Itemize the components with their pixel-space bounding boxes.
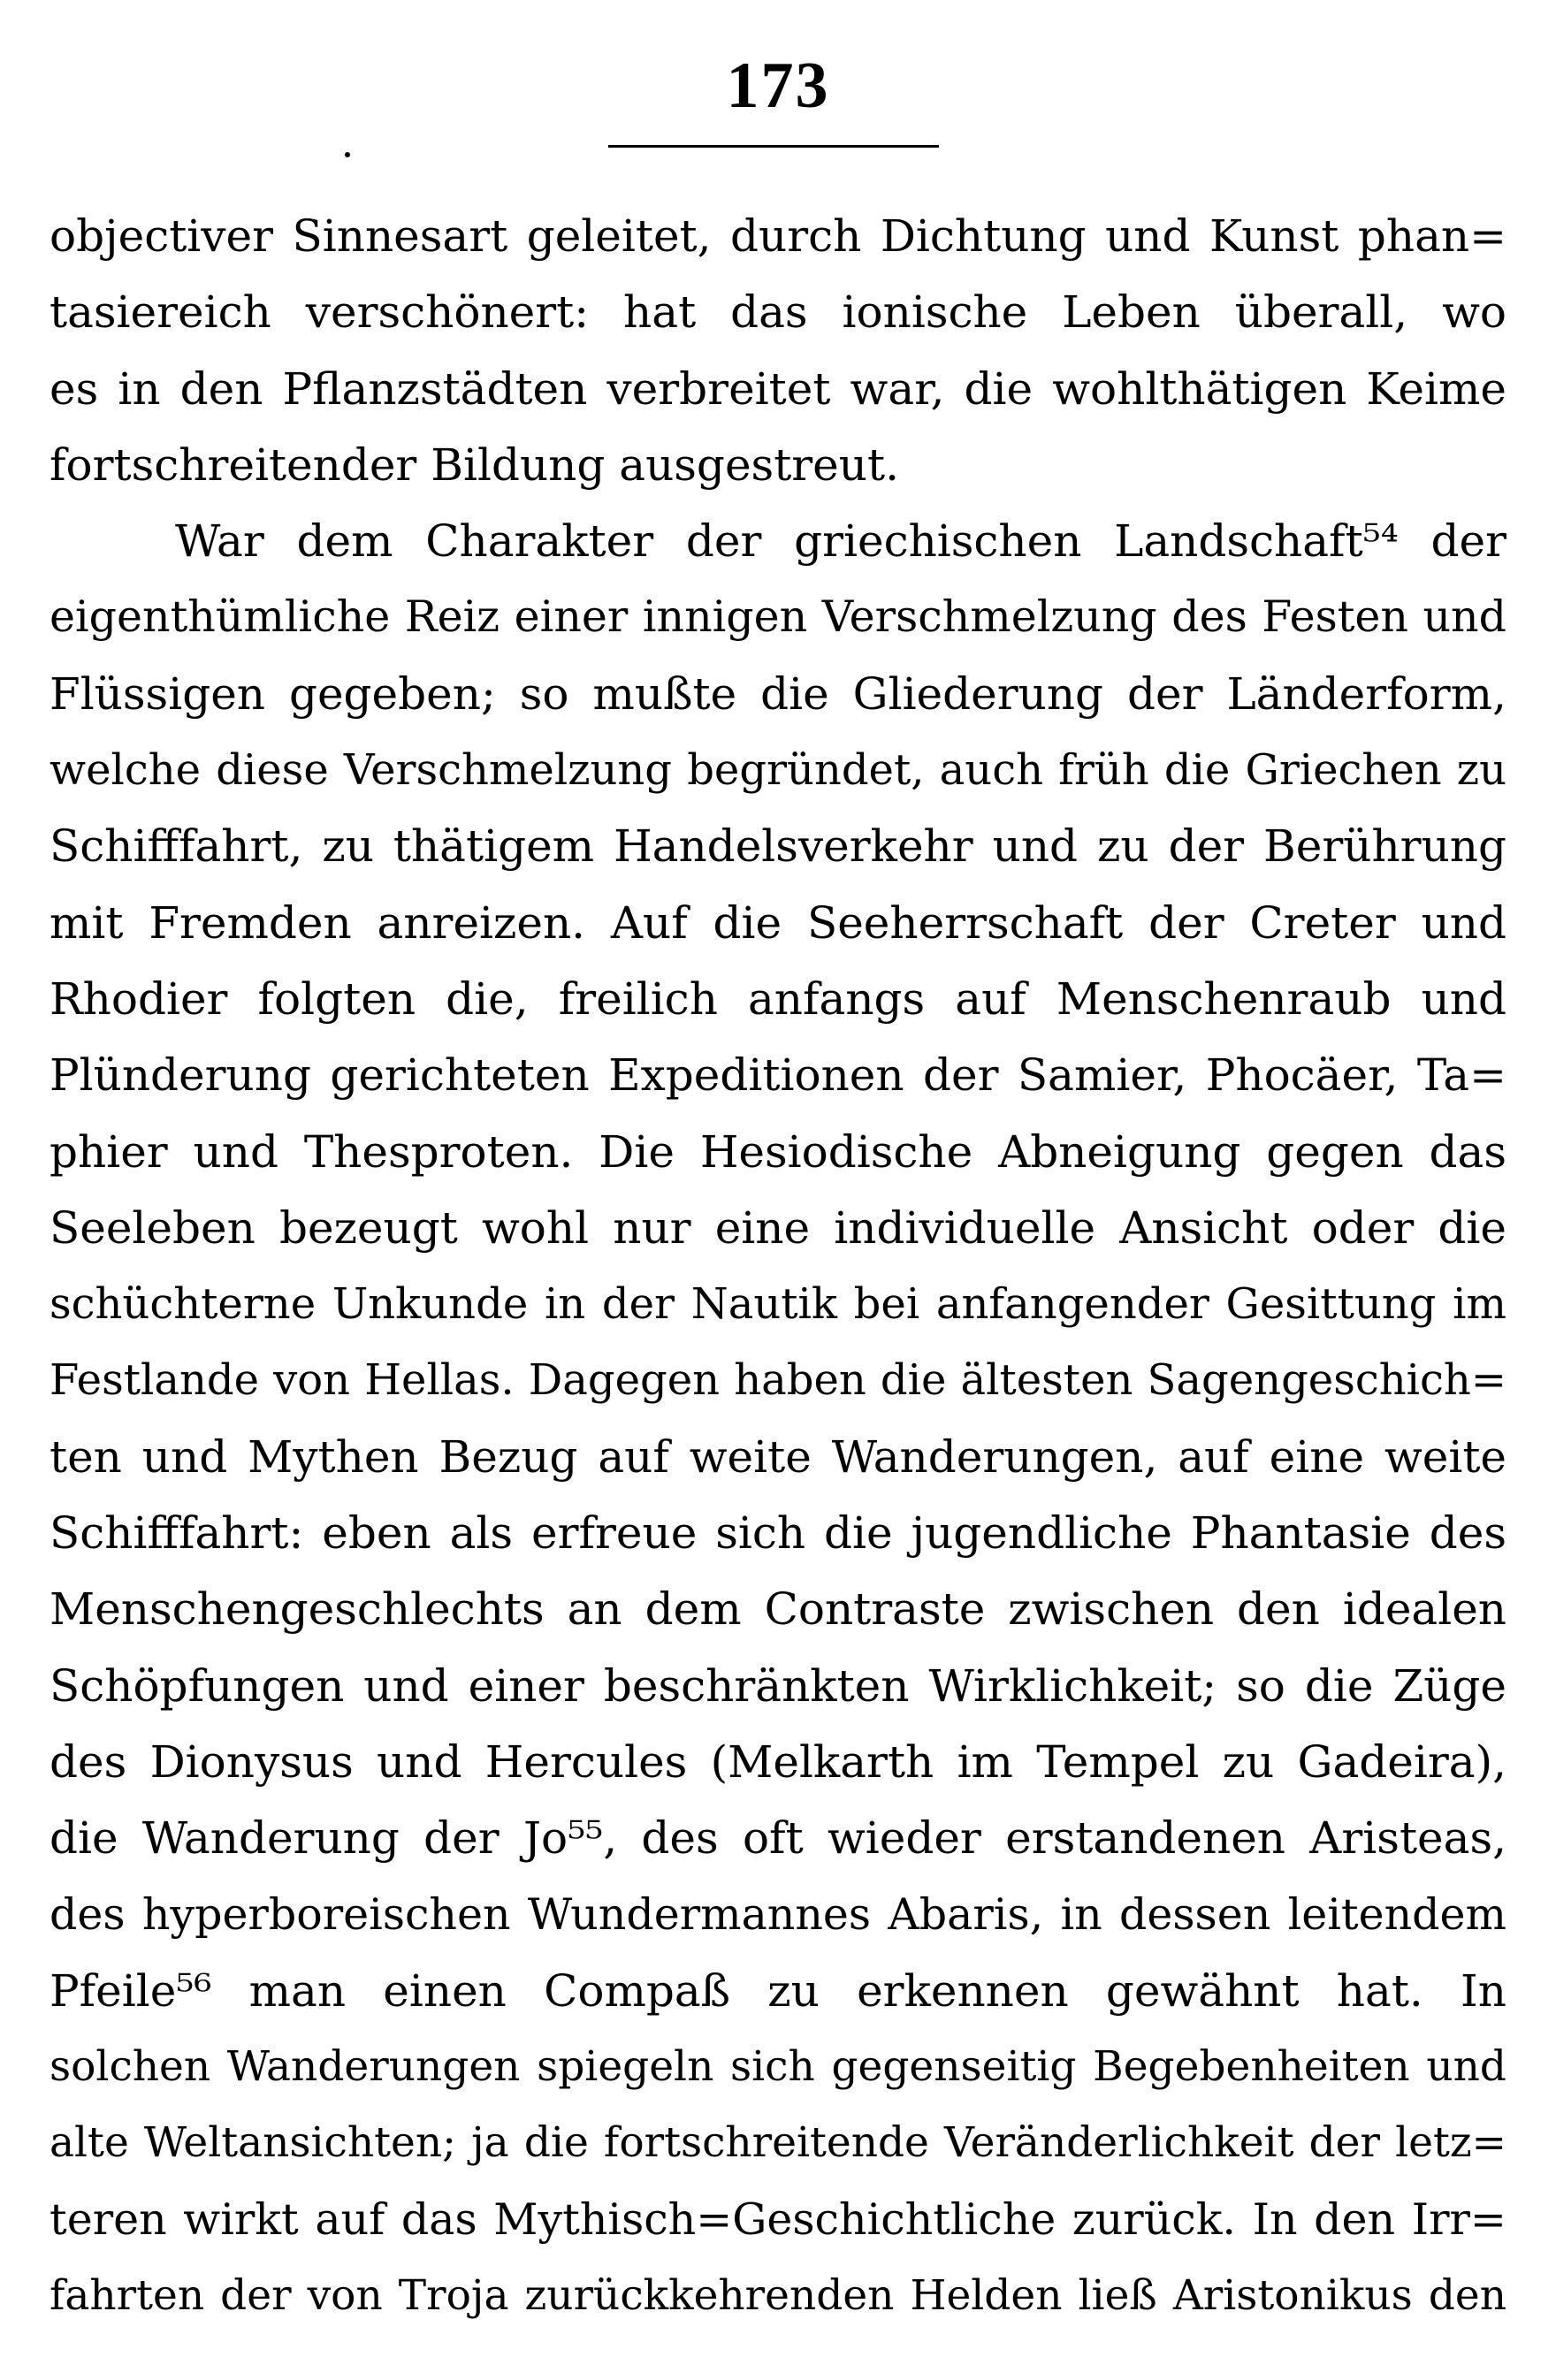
text-line: schüchterne Unkunde in der Nautik bei anfangender Gesittung im <box>50 1279 1506 1330</box>
text-line: Schöpfungen und einer beschränkten Wirklichkeit; so die Züge <box>50 1659 1506 1712</box>
header-rule <box>608 145 939 148</box>
text-line: tasiereich verschönert: hat das ionische Leben überall, wo <box>50 286 1506 339</box>
text-line: teren wirkt auf das Mythisch=Geschichtliche zurück. In den Irr= <box>50 2193 1506 2245</box>
body-text <box>50 198 1506 2334</box>
text-line: die Wanderung der Jo⁵⁵, des oft wieder erstandenen Aristeas, <box>50 1812 1506 1865</box>
page-number: 173 <box>726 50 830 122</box>
text-line: des hyperboreischen Wundermannes Abaris, in dessen leitendem <box>50 1888 1506 1940</box>
text-line: objectiver Sinnesart geleitet, durch Dichtung und Kunst phan= <box>50 210 1506 262</box>
text-line: alte Weltansichten; ja die fortschreitende Veränderlichkeit der letz= <box>50 2118 1506 2168</box>
text-line: Plünderung gerichteten Expeditionen der Samier, Phocäer, Ta= <box>50 1049 1506 1102</box>
text-line: es in den Pflanzstädten verbreitet war, die wohlthätigen Keime <box>50 362 1506 415</box>
text-line: solchen Wanderungen spiegeln sich gegenseitig Begebenheiten und <box>50 2042 1506 2092</box>
text-line: welche diese Verschmelzung begründet, auch früh die Griechen zu <box>50 745 1506 796</box>
text-line: Seeleben bezeugt wohl nur eine individuelle Ansicht oder die <box>50 1201 1506 1254</box>
text-line: Schifffahrt, zu thätigem Handelsverkehr und zu der Berührung <box>50 820 1506 873</box>
text-line: War dem Charakter der griechischen Landschaft⁵⁴ der <box>175 515 1506 568</box>
text-line: Flüssigen gegeben; so mußte die Gliederung der Länderform, <box>50 667 1506 720</box>
text-line: fahrten der von Troja zurückkehrenden Helden ließ Aristonikus den <box>50 2271 1506 2321</box>
text-line: Schifffahrt: eben als erfreue sich die jugendliche Phantasie des <box>50 1507 1506 1560</box>
text-line: Pfeile⁵⁶ man einen Compaß zu erkennen gewähnt hat. In <box>50 1964 1506 2017</box>
text-line: des Dionysus und Hercules (Melkarth im Tempel zu Gadeira), <box>50 1735 1506 1788</box>
print-speck <box>345 152 350 157</box>
text-line: fortschreitender Bildung ausgestreut. <box>50 439 899 491</box>
text-line: Menschengeschlechts an dem Contraste zwischen den idealen <box>50 1583 1506 1636</box>
text-line: Rhodier folgten die, freilich anfangs auf Menschenraub und <box>50 973 1506 1025</box>
text-line: eigenthümliche Reiz einer innigen Verschmelzung des Festen und <box>50 591 1506 643</box>
text-line: mit Fremden anreizen. Auf die Seeherrschaft der Creter und <box>50 896 1506 949</box>
text-line: phier und Thesproten. Die Hesiodische Abneigung gegen das <box>50 1125 1506 1178</box>
text-line: ten und Mythen Bezug auf weite Wanderungen, auf eine weite <box>50 1430 1506 1483</box>
text-line: Festlande von Hellas. Dagegen haben die ältesten Sagengeschich= <box>50 1355 1506 1406</box>
